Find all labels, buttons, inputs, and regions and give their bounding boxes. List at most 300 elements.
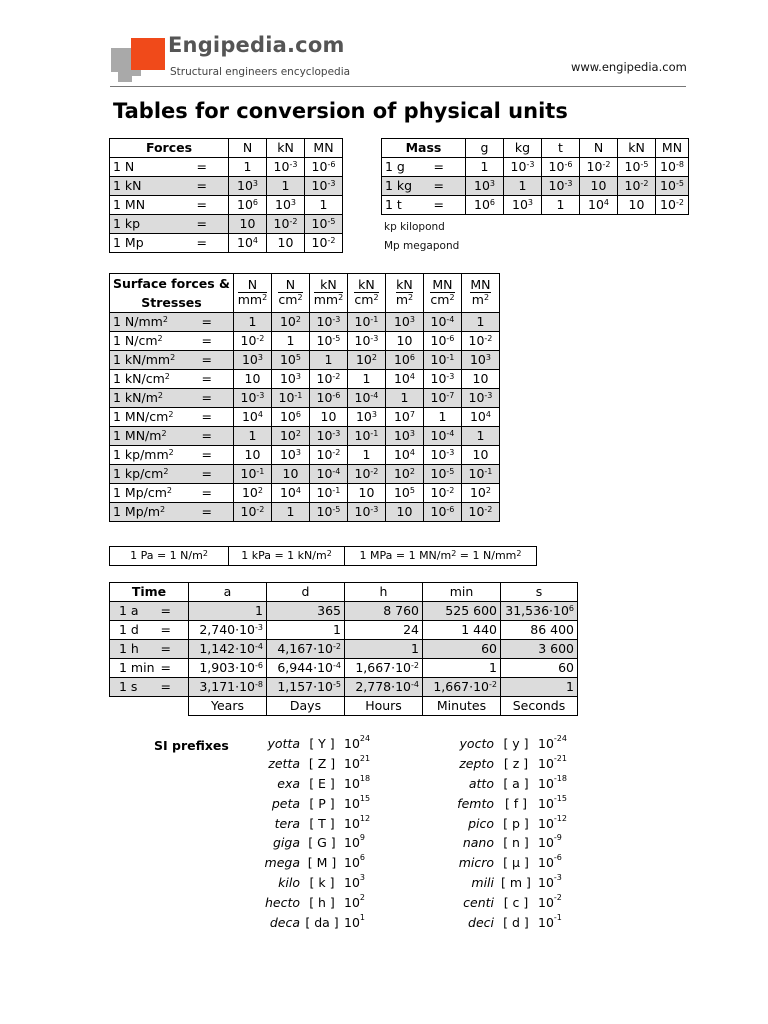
forces-value-exp: 3 <box>252 179 258 188</box>
unit-denominator-base: cm <box>354 292 374 307</box>
stresses-value-base: 10 <box>354 314 371 329</box>
stresses-value-base: 10 <box>393 371 410 386</box>
si-prefix-factor-cell <box>344 892 394 912</box>
stresses-value-base: 10 <box>430 428 447 443</box>
equals-sign: = <box>196 216 207 231</box>
equals-sign: = <box>160 622 171 637</box>
si-prefix-symbol: [ m ] <box>501 874 531 890</box>
stresses-value-cell <box>271 484 309 503</box>
time-value-cell <box>423 659 501 678</box>
time-value-cell <box>267 640 345 659</box>
si-prefix-base: 10 <box>344 795 360 811</box>
equals-sign: = <box>196 197 207 212</box>
time-row <box>110 602 578 621</box>
stresses-value-cell <box>385 370 423 389</box>
stresses-value-cell <box>271 465 309 484</box>
si-prefix-base: 10 <box>538 756 554 772</box>
stresses-value-base: 1 <box>400 390 409 405</box>
mass-row-name: 1 kg <box>385 178 413 193</box>
time-header-text: h <box>379 584 388 599</box>
stresses-row <box>110 332 500 351</box>
mass-row <box>382 177 689 196</box>
mass-header-text: g <box>480 140 489 155</box>
si-prefix-name-cell <box>430 793 494 813</box>
forces-value-cell <box>305 158 343 177</box>
mass-value-cell <box>542 196 580 215</box>
stresses-row-name <box>113 371 170 387</box>
si-prefix-row <box>430 873 588 893</box>
stresses-value-cell <box>385 446 423 465</box>
time-value-base: 1 440 <box>461 622 497 637</box>
si-prefix-name-cell <box>430 754 494 774</box>
time-row-label <box>110 659 189 678</box>
stresses-value-cell <box>271 389 309 408</box>
unit-denominator-base: mm <box>237 292 263 307</box>
stresses-value-exp: -5 <box>446 467 455 476</box>
si-prefix-name: micro <box>458 855 494 871</box>
stresses-value-cell <box>233 503 271 522</box>
time-value-base: 1 <box>489 660 497 675</box>
time-header-cell <box>189 583 267 602</box>
si-prefix-exp: 1 <box>359 912 365 922</box>
stresses-value-base: 1 <box>324 352 333 367</box>
stresses-row-unit: 1 MN/cm <box>113 409 169 424</box>
mass-value-cell <box>618 196 656 215</box>
si-prefix-factor-cell <box>538 793 588 813</box>
si-prefix-symbol-cell <box>300 873 344 893</box>
time-header-cell <box>501 583 578 602</box>
si-prefix-factor-cell <box>538 873 588 893</box>
si-prefix-name: deca <box>269 914 300 930</box>
si-prefix-name: mega <box>264 855 300 871</box>
time-footer-text: Days <box>289 698 322 713</box>
stresses-value-base: 10 <box>316 485 333 500</box>
stresses-value-cell <box>309 351 347 370</box>
forces-value-base: 10 <box>311 178 328 193</box>
stresses-value-cell <box>347 465 385 484</box>
stresses-row-unit: 1 MN/m <box>113 428 162 443</box>
time-row-label <box>110 678 189 697</box>
unit-denominator <box>278 293 302 307</box>
page-title: Tables for conversion of physical units <box>113 99 568 123</box>
si-prefix-symbol-cell <box>300 793 344 813</box>
stresses-value-cell <box>309 389 347 408</box>
stresses-row-name <box>113 352 175 368</box>
stresses-value-base: 10 <box>393 485 410 500</box>
mass-header-text: kg <box>514 140 531 155</box>
si-prefix-name: peta <box>271 795 300 811</box>
si-prefix-exp: -1 <box>553 912 562 922</box>
forces-row-label <box>110 234 229 253</box>
pascal-text: = 1 N/mm <box>456 549 517 562</box>
time-value-exp: -4 <box>411 680 419 689</box>
mass-value-base: 10 <box>474 178 490 193</box>
time-value-exp: -5 <box>333 680 341 689</box>
stresses-value-base: 10 <box>279 409 296 424</box>
si-prefix-symbol-cell <box>494 873 538 893</box>
stresses-row-name <box>113 390 163 406</box>
stresses-row <box>110 389 500 408</box>
time-header-text: s <box>535 584 543 599</box>
si-prefixes-large <box>236 734 394 932</box>
forces-row-name: 1 kN <box>113 178 142 193</box>
mass-value-cell <box>618 158 656 177</box>
forces-header-cell <box>229 139 267 158</box>
stresses-value-base: 10 <box>279 447 296 462</box>
stresses-value-cell <box>385 503 423 522</box>
time-value-cell <box>501 621 578 640</box>
stresses-value-exp: 7 <box>409 410 415 419</box>
stresses-row-unit: 1 kN/mm <box>113 352 171 367</box>
stresses-value-exp: -2 <box>256 334 265 343</box>
mass-value-base: 10 <box>624 159 641 174</box>
si-prefix-symbol: [ P ] <box>309 795 335 811</box>
si-prefix-name-cell <box>430 813 494 833</box>
mass-value-cell <box>656 177 689 196</box>
stresses-value-exp: 3 <box>295 448 301 457</box>
stresses-value-base: 10 <box>240 466 257 481</box>
equals-sign: = <box>201 390 212 405</box>
si-prefix-base: 10 <box>344 835 360 851</box>
forces-row-label <box>110 215 229 234</box>
stresses-value-exp: -4 <box>446 315 455 324</box>
stresses-value-base: 10 <box>396 333 413 348</box>
si-prefix-factor-cell <box>344 873 394 893</box>
si-prefix-row <box>430 774 588 794</box>
stresses-unit-header <box>233 274 271 313</box>
stresses-value-base: 10 <box>279 428 296 443</box>
si-prefix-exp: -24 <box>553 734 567 744</box>
stresses-value-cell <box>347 503 385 522</box>
stresses-value-exp: -2 <box>446 486 455 495</box>
equals-sign: = <box>201 504 212 519</box>
si-prefix-row <box>430 754 588 774</box>
mass-header-cell <box>542 139 580 158</box>
stresses-value-base: 10 <box>469 485 486 500</box>
si-prefix-name-cell <box>430 892 494 912</box>
forces-value-exp: 3 <box>290 198 296 207</box>
stresses-row-unit: 1 Mp/m <box>113 504 161 519</box>
stresses-value-exp: -3 <box>332 315 341 324</box>
mass-value-cell <box>580 177 618 196</box>
stresses-value-cell <box>309 408 347 427</box>
si-prefix-symbol-cell <box>494 774 538 794</box>
stresses-value-base: 10 <box>279 352 296 367</box>
stresses-row-unit-exp: 2 <box>163 467 169 476</box>
stresses-value-exp: -3 <box>484 391 493 400</box>
forces-row <box>110 234 343 253</box>
stresses-value-base: 10 <box>244 371 261 386</box>
equals-sign: = <box>201 466 212 481</box>
stresses-value-exp: -2 <box>484 334 493 343</box>
stresses-value-cell <box>233 313 271 332</box>
unit-denominator-exp: 2 <box>483 293 490 302</box>
stresses-value-cell <box>271 427 309 446</box>
si-prefix-name: zetta <box>268 756 300 772</box>
forces-value-cell <box>267 158 305 177</box>
stresses-value-cell <box>233 389 271 408</box>
si-prefix-base: 10 <box>538 914 554 930</box>
forces-value-base: 10 <box>311 216 328 231</box>
stresses-value-cell <box>347 484 385 503</box>
time-row-name: 1 h <box>119 641 139 656</box>
si-prefix-row <box>236 853 394 873</box>
stresses-value-exp: -2 <box>332 372 341 381</box>
mass-value-cell <box>618 177 656 196</box>
forces-value-exp: -3 <box>327 179 336 188</box>
stresses-value-exp: -1 <box>370 315 379 324</box>
stresses-value-exp: -1 <box>370 429 379 438</box>
unit-denominator-base: m <box>471 292 484 307</box>
time-header-row <box>110 583 578 602</box>
mass-value-cell <box>542 158 580 177</box>
stresses-value-cell <box>347 389 385 408</box>
stresses-value-base: 10 <box>393 314 410 329</box>
stresses-value-cell <box>309 503 347 522</box>
time-value-cell <box>501 640 578 659</box>
time-value-base: 2,778·10 <box>355 679 412 694</box>
time-value-base: 31,536·10 <box>505 603 569 618</box>
forces-row <box>110 215 343 234</box>
si-prefix-exp: 6 <box>359 853 365 863</box>
mass-value-cell <box>504 177 542 196</box>
time-value-exp: -2 <box>489 680 497 689</box>
unit-numerator: MN <box>470 277 491 292</box>
unit-fraction <box>354 278 378 307</box>
mass-value-exp: -3 <box>526 160 535 169</box>
time-value-base: 8 760 <box>383 603 419 618</box>
time-value-exp: 6 <box>568 604 574 613</box>
equals-sign: = <box>201 447 212 462</box>
si-prefix-base: 10 <box>538 874 554 890</box>
si-prefix-name: zepto <box>459 756 494 772</box>
mass-value-base: 10 <box>474 197 490 212</box>
stresses-value-exp: -1 <box>256 467 265 476</box>
time-value-base: 60 <box>558 660 574 675</box>
si-prefix-symbol: [ f ] <box>504 795 528 811</box>
stresses-row <box>110 408 500 427</box>
stresses-value-cell <box>233 332 271 351</box>
stresses-value-base: 10 <box>316 371 333 386</box>
time-value-base: 1,667·10 <box>433 679 490 694</box>
stresses-row <box>110 427 500 446</box>
si-prefix-factor-cell <box>344 734 394 754</box>
stresses-row-label <box>110 484 234 503</box>
si-prefix-name-cell <box>430 853 494 873</box>
forces-value-base: 1 <box>319 197 328 212</box>
stresses-value-cell <box>271 408 309 427</box>
stresses-value-cell <box>347 370 385 389</box>
equals-sign: = <box>201 409 212 424</box>
stresses-value-base: 10 <box>279 485 296 500</box>
pascal-text: 1 Pa = 1 N/m <box>130 549 203 562</box>
si-prefix-symbol-cell <box>494 793 538 813</box>
stresses-value-base: 10 <box>320 409 337 424</box>
stresses-value-exp: -3 <box>256 391 265 400</box>
time-header-text: a <box>223 584 232 599</box>
forces-value-cell <box>229 234 267 253</box>
si-prefix-symbol: [ d ] <box>503 914 529 930</box>
mass-value-base: 1 <box>480 159 489 174</box>
stresses-value-base: 10 <box>430 466 447 481</box>
mass-value-base: 1 <box>556 197 565 212</box>
stresses-value-cell <box>309 484 347 503</box>
mass-value-exp: 3 <box>489 179 495 188</box>
stresses-value-cell <box>423 351 461 370</box>
time-value-cell <box>501 659 578 678</box>
si-prefix-name: kilo <box>278 874 300 890</box>
time-value-base: 1,903·10 <box>199 660 256 675</box>
time-value-cell <box>189 621 267 640</box>
time-value-cell <box>345 621 423 640</box>
time-value-exp: -6 <box>255 661 263 670</box>
mass-value-cell <box>656 158 689 177</box>
stresses-value-cell <box>423 446 461 465</box>
si-prefix-name-cell <box>236 912 300 932</box>
stresses-value-cell <box>271 313 309 332</box>
mass-row-label <box>382 158 466 177</box>
pascal-strip <box>109 546 537 566</box>
si-prefix-row <box>430 853 588 873</box>
stresses-value-cell <box>423 313 461 332</box>
si-prefix-factor-cell <box>538 912 588 932</box>
stresses-value-cell <box>385 484 423 503</box>
time-value-base: 2,740·10 <box>199 622 256 637</box>
stresses-row-unit-exp: 2 <box>166 486 172 495</box>
stresses-value-base: 10 <box>282 466 299 481</box>
equals-sign: = <box>196 178 207 193</box>
forces-header-text: MN <box>313 140 334 155</box>
si-prefix-row <box>430 912 588 932</box>
forces-value-exp: -5 <box>327 217 336 226</box>
logo-square-small <box>118 70 132 82</box>
time-value-cell <box>189 659 267 678</box>
forces-value-exp: 4 <box>252 236 258 245</box>
stresses-row-unit-exp: 2 <box>157 391 163 400</box>
mass-header-text: kN <box>628 140 645 155</box>
forces-header-cell <box>110 139 229 158</box>
stresses-row-label <box>110 503 234 522</box>
time-value-cell <box>189 640 267 659</box>
logo-square-large <box>111 48 131 72</box>
stresses-value-base: 10 <box>316 390 333 405</box>
stresses-title-cell <box>110 274 234 313</box>
forces-value-base: 10 <box>273 216 290 231</box>
stresses-value-exp: 4 <box>409 448 415 457</box>
si-prefix-symbol-cell <box>494 853 538 873</box>
forces-value-base: 10 <box>275 197 291 212</box>
stresses-row-name <box>113 333 163 349</box>
time-value-base: 1 <box>566 679 574 694</box>
equals-sign: = <box>201 485 212 500</box>
unit-denominator <box>314 293 343 307</box>
si-prefix-base: 10 <box>538 736 554 752</box>
stresses-value-exp: -1 <box>484 467 493 476</box>
stresses-row-name <box>113 466 168 482</box>
time-table <box>109 582 578 716</box>
si-prefix-factor-cell <box>344 853 394 873</box>
unit-denominator-exp: 2 <box>373 293 379 302</box>
time-value-base: 1 <box>411 641 419 656</box>
si-prefix-row <box>236 754 394 774</box>
time-value-cell <box>423 640 501 659</box>
si-prefix-symbol-cell <box>300 774 344 794</box>
mass-header-text: N <box>593 140 604 155</box>
stresses-value-exp: -4 <box>332 467 341 476</box>
time-value-exp: -2 <box>411 661 419 670</box>
si-prefix-name-cell <box>236 774 300 794</box>
stresses-row-unit-exp: 2 <box>161 429 167 438</box>
stresses-value-base: 10 <box>472 447 489 462</box>
si-prefix-name: mili <box>471 874 494 890</box>
equals-sign: = <box>433 178 444 193</box>
si-prefix-row <box>236 774 394 794</box>
stresses-value-base: 10 <box>240 333 257 348</box>
stresses-row <box>110 313 500 332</box>
si-prefix-row <box>236 892 394 912</box>
pascal-text: 1 kPa = 1 kN/m <box>241 549 327 562</box>
stresses-value-base: 10 <box>358 485 375 500</box>
time-footer-text: Minutes <box>436 698 487 713</box>
mass-value-base: 10 <box>628 197 645 212</box>
si-prefix-name: deci <box>468 914 494 930</box>
si-prefix-base: 10 <box>344 736 360 752</box>
si-prefix-row <box>236 734 394 754</box>
time-header-cell <box>423 583 501 602</box>
stresses-unit-header <box>309 274 347 313</box>
si-prefix-base: 10 <box>344 756 360 772</box>
mass-header-text: MN <box>661 140 683 155</box>
stresses-value-cell <box>423 465 461 484</box>
time-footer-cell <box>345 697 423 716</box>
si-prefix-name: atto <box>468 775 494 791</box>
stresses-value-exp: -2 <box>484 505 493 514</box>
mass-row-label <box>382 177 466 196</box>
stresses-value-base: 10 <box>430 447 447 462</box>
stresses-row-label <box>110 408 234 427</box>
time-value-exp: -2 <box>333 642 341 651</box>
stresses-value-cell <box>423 408 461 427</box>
forces-value-base: 10 <box>273 159 290 174</box>
time-value-base: 60 <box>481 641 497 656</box>
stresses-value-cell <box>309 446 347 465</box>
forces-value-exp: -6 <box>327 160 336 169</box>
unit-fraction <box>396 278 413 307</box>
stresses-value-cell <box>385 408 423 427</box>
stresses-value-base: 10 <box>279 371 296 386</box>
si-prefix-base: 10 <box>538 815 554 831</box>
forces-row-label <box>110 158 229 177</box>
si-prefix-exp: -12 <box>553 813 567 823</box>
time-value-cell <box>267 659 345 678</box>
si-prefix-base: 10 <box>538 775 554 791</box>
si-prefix-name: hecto <box>264 894 300 910</box>
mass-value-exp: -8 <box>675 160 684 169</box>
stresses-title-line1: Surface forces & <box>113 276 230 291</box>
stresses-value-cell <box>461 408 499 427</box>
stresses-row-name <box>113 447 174 463</box>
site-name: Engipedia.com <box>168 33 345 57</box>
si-prefix-symbol-cell <box>494 754 538 774</box>
si-prefix-row <box>430 813 588 833</box>
si-prefix-row <box>236 873 394 893</box>
stresses-value-base: 1 <box>362 371 371 386</box>
si-prefix-name-cell <box>236 892 300 912</box>
mass-value-base: 10 <box>586 159 603 174</box>
site-url[interactable]: www.engipedia.com <box>571 60 687 74</box>
header-divider <box>110 86 686 87</box>
stresses-row-name <box>113 428 167 444</box>
